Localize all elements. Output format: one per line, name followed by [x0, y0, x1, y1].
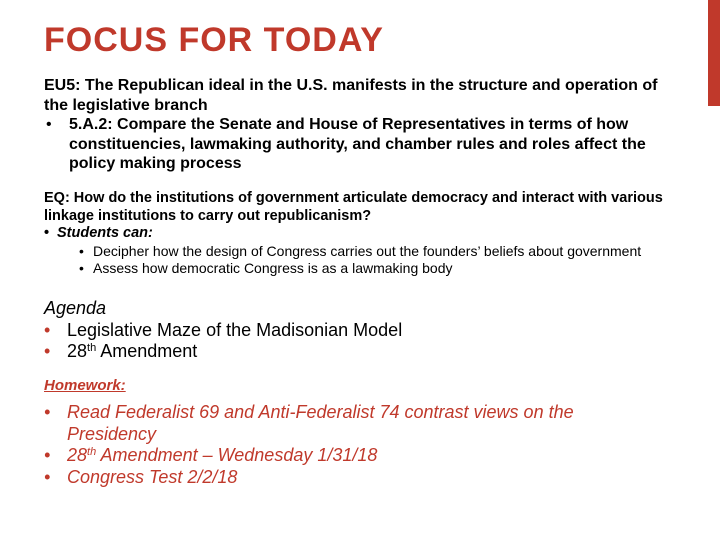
bullet-icon: •: [44, 341, 51, 361]
bullet-icon: •: [44, 319, 51, 340]
eq-sub-item-text: Decipher how the design of Congress carries out the founders’ beliefs about government: [93, 242, 642, 259]
agenda-item-ordinal: th: [87, 342, 97, 354]
agenda: [44, 298, 664, 363]
eu-statement: EU5: The Republican ideal in the U.S. manifests in the structure and operation of the legislative branch: [44, 77, 658, 114]
bullet-icon: •: [46, 116, 52, 133]
agenda-item-number: 28: [67, 341, 88, 361]
bullet-icon: •: [44, 466, 51, 487]
homework-item-number: 28: [67, 445, 88, 465]
bullet-icon: •: [44, 225, 50, 241]
enduring-understanding: [44, 76, 664, 174]
agenda-item: [44, 320, 664, 342]
students-can-label: Students can:: [57, 225, 153, 241]
eq-sub-item: [44, 260, 664, 278]
eu-bullet: [44, 115, 664, 174]
homework-item: [44, 467, 664, 489]
slide-title: FOCUS FOR TODAY: [44, 21, 384, 59]
bullet-icon: •: [79, 242, 84, 259]
agenda-item-text: Amendment: [96, 341, 198, 361]
agenda-item-text: Legislative Maze of the Madisonian Model: [67, 319, 403, 340]
agenda-heading: Agenda: [44, 298, 107, 318]
homework-item-ordinal: th: [87, 446, 97, 458]
homework-list: [44, 402, 664, 488]
homework-item: [44, 445, 664, 467]
homework-heading: Homework:: [44, 377, 126, 394]
homework-item-text: Congress Test 2/2/18: [67, 466, 238, 487]
homework-item: [44, 402, 664, 445]
students-can: [44, 225, 664, 243]
essential-question: [44, 190, 664, 278]
homework-item-text: Read Federalist 69 and Anti-Federalist 74 contrast views on the Presidency: [67, 402, 574, 444]
eq-sub-item-text: Assess how democratic Congress is as a lawmaking body: [93, 260, 453, 276]
homework-item-text: Amendment – Wednesday 1/31/18: [96, 445, 378, 465]
homework: [44, 376, 664, 488]
bullet-icon: •: [79, 260, 84, 276]
eu-bullet-text: 5.A.2: Compare the Senate and House of Representatives in terms of how constituencies, lawmaking authority, and chamber rules and roles affect the policy making process: [69, 116, 646, 172]
agenda-item: [44, 341, 664, 363]
accent-bar: [708, 0, 720, 106]
eq-statement: EQ: How do the institutions of government articulate democracy and interact with various linkage institutions to carry out republicanism?: [44, 190, 663, 224]
bullet-icon: •: [44, 402, 51, 422]
eq-sub-item: [44, 243, 664, 261]
bullet-icon: •: [44, 445, 51, 465]
